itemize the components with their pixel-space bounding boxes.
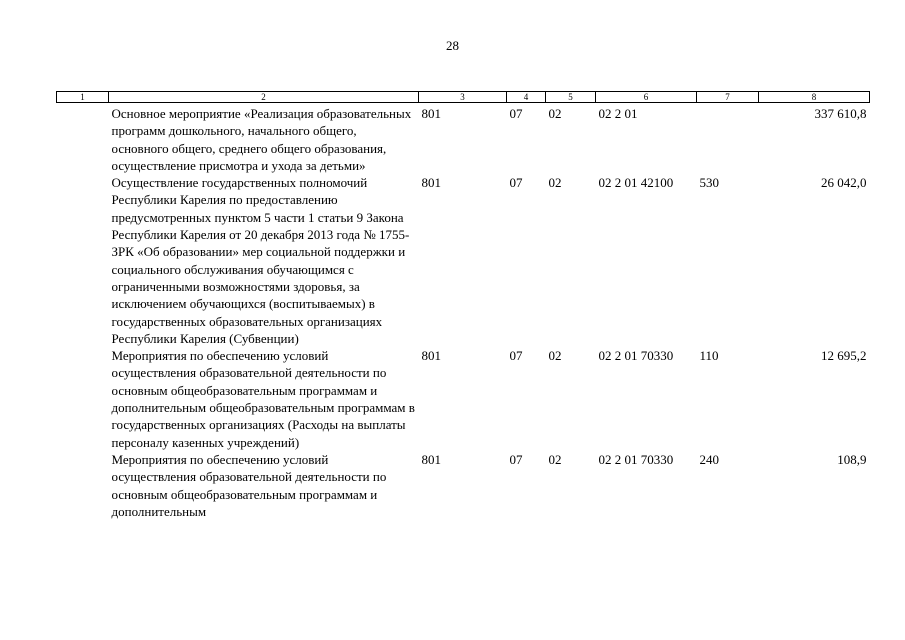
row-col4: 07 bbox=[509, 348, 523, 364]
column-number: 8 bbox=[759, 92, 870, 103]
row-index-cell bbox=[57, 174, 109, 347]
row-col6: 02 2 01 bbox=[598, 106, 638, 121]
row-col3: 801 bbox=[421, 175, 441, 191]
row-col8: 12 695,2 bbox=[821, 348, 867, 364]
row-name: Мероприятия по обеспечению условий осуществления образовательной деятельности по основным общеобразовательным программам и дополнительным bbox=[111, 451, 387, 519]
row-col7: 530 bbox=[699, 175, 719, 191]
row-col4: 07 bbox=[509, 106, 523, 121]
row-col7: 240 bbox=[699, 451, 719, 467]
row-col7 bbox=[697, 103, 759, 175]
row-col6: 02 2 01 70330 bbox=[598, 348, 674, 364]
row-col4: 07 bbox=[509, 175, 523, 191]
row-name: Мероприятия по обеспечению условий осуществления образовательной деятельности по основным общеобразовательным программам и дополнительным общеобразовательным программам в государственных организациях (Расходы на выплаты персоналу казенных учреждений) bbox=[111, 348, 415, 450]
row-index-cell bbox=[57, 103, 109, 175]
row-col8: 337 610,8 bbox=[814, 106, 867, 121]
table-row bbox=[57, 103, 870, 175]
column-number: 2 bbox=[109, 92, 419, 103]
table-row bbox=[57, 451, 870, 520]
column-number: 5 bbox=[546, 92, 596, 103]
table-row bbox=[57, 174, 870, 347]
row-col8: 108,9 bbox=[837, 451, 867, 467]
row-col3: 801 bbox=[421, 106, 441, 121]
column-number: 4 bbox=[507, 92, 546, 103]
column-number: 6 bbox=[596, 92, 697, 103]
page-number: 28 bbox=[446, 38, 459, 53]
row-col7: 110 bbox=[699, 348, 719, 364]
row-col5: 02 bbox=[548, 106, 562, 121]
row-col6: 02 2 01 42100 bbox=[598, 175, 674, 191]
row-col5: 02 bbox=[548, 348, 562, 364]
column-number: 1 bbox=[57, 92, 109, 103]
table-row bbox=[57, 347, 870, 451]
budget-table bbox=[56, 91, 870, 520]
column-number: 7 bbox=[697, 92, 759, 103]
row-index-cell bbox=[57, 451, 109, 520]
row-col3: 801 bbox=[421, 348, 441, 364]
row-col8: 26 042,0 bbox=[821, 175, 867, 191]
row-col3: 801 bbox=[421, 451, 441, 467]
row-name: Основное мероприятие «Реализация образовательных программ дошкольного, начального общего, основного общего, среднего общего образования, осуществление присмотра и ухода за детьми» bbox=[111, 106, 412, 173]
row-col4: 07 bbox=[509, 451, 523, 467]
row-col5: 02 bbox=[548, 451, 562, 467]
column-number: 3 bbox=[419, 92, 507, 103]
row-col5: 02 bbox=[548, 175, 562, 191]
row-name: Осуществление государственных полномочий Республики Карелия по предоставлению предусмотренных пунктом 5 части 1 статьи 9 Закона Республики Карелия от 20 декабря 2013 года № 1755-ЗРК «Об образовании» мер социальной поддержки и социального обслуживания обучающимся с ограниченными возможностями здоровья, за исключением обучающихся (воспитываемых) в государственных образовательных организациях Республики Карелия (Субвенции) bbox=[111, 175, 410, 346]
row-col6: 02 2 01 70330 bbox=[598, 451, 674, 467]
column-numbers-row bbox=[57, 92, 870, 103]
row-index-cell bbox=[57, 347, 109, 451]
